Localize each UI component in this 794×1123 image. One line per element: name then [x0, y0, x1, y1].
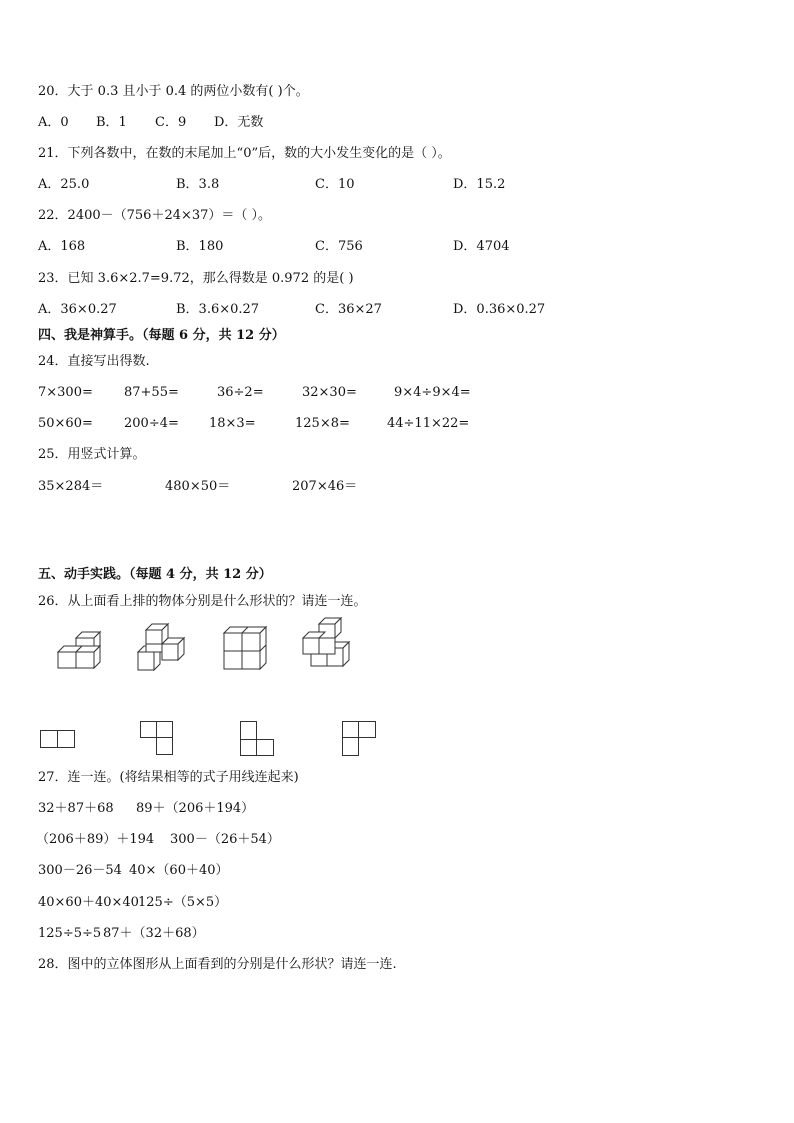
- q28-stem: 28．图中的立体图形从上面看到的分别是什么形状？请连一连.: [38, 957, 397, 972]
- q24-r2-c1: 50×60=: [38, 416, 93, 431]
- q23-stem: 23．已知 3.6×2.7=9.72，那么得数是 0.972 的是( ): [38, 271, 354, 286]
- q23-option-d: D．0.36×0.27: [453, 302, 546, 317]
- q24-stem: 24．直接写出得数.: [38, 354, 150, 369]
- q21-option-b: B．3.8: [176, 177, 220, 192]
- q20-option-c: C．9: [155, 115, 187, 130]
- q22-option-a: A．168: [38, 239, 86, 254]
- q21-option-d: D．15.2: [453, 177, 506, 192]
- q21-option-c: C．10: [315, 177, 355, 192]
- q22-option-d: D．4704: [453, 239, 510, 254]
- q25-stem: 25．用竖式计算。: [38, 447, 146, 462]
- q27-right-4: 125÷（5×5）: [138, 895, 228, 910]
- q20-option-d: D．无数: [214, 115, 264, 130]
- q27-right-2: 300－（26＋54）: [170, 832, 280, 847]
- top-view-shape-2: [140, 721, 176, 757]
- q21-stem: 21．下列各数中，在数的末尾加上“0”后，数的大小发生变化的是（ ）。: [38, 146, 451, 161]
- cube-figure-4: [301, 618, 355, 672]
- q21-option-a: A．25.0: [38, 177, 90, 192]
- q27-right-1: 89＋（206＋194）: [136, 801, 255, 816]
- q25-item-1: 35×284＝: [38, 479, 104, 494]
- q27-left-1: 32＋87＋68: [38, 801, 114, 816]
- q22-option-c: C．756: [315, 239, 363, 254]
- q24-r1-c1: 7×300=: [38, 385, 93, 400]
- q27-left-3: 300－26－54: [38, 863, 122, 878]
- q24-r2-c3: 18×3=: [209, 416, 256, 431]
- q22-option-b: B．180: [176, 239, 224, 254]
- q24-r1-c3: 36÷2=: [217, 385, 264, 400]
- q20-stem: 20．大于 0.3 且小于 0.4 的两位小数有( )个。: [38, 84, 309, 99]
- q27-left-4: 40×60＋40×40: [38, 895, 139, 910]
- cube-figure-1: [56, 632, 106, 674]
- q27-right-3: 40×（60＋40）: [129, 863, 229, 878]
- cube-figure-3: [222, 627, 270, 671]
- cube-figure-2: [136, 624, 190, 674]
- q23-option-a: A．36×0.27: [38, 302, 117, 317]
- top-view-shape-4: [342, 721, 378, 757]
- q27-left-2: （206＋89）＋194: [36, 832, 155, 847]
- q24-r1-c4: 32×30=: [302, 385, 357, 400]
- q24-r2-c4: 125×8=: [295, 416, 350, 431]
- section5-title: 五、动手实践。（每题 4 分，共 12 分）: [38, 567, 272, 582]
- q27-right-5: 87＋（32＋68）: [103, 926, 205, 941]
- section4-title: 四、我是神算手。（每题 6 分，共 12 分）: [38, 328, 285, 343]
- q22-stem: 22．2400－（756＋24×37）＝（ ）。: [38, 208, 272, 223]
- q20-option-a: A．0: [38, 115, 69, 130]
- q25-item-2: 480×50＝: [165, 479, 231, 494]
- q26-stem: 26．从上面看上排的物体分别是什么形状的？请连一连。: [38, 594, 367, 609]
- q27-left-5: 125÷5÷5: [38, 926, 102, 941]
- q24-r1-c5: 9×4÷9×4=: [394, 385, 471, 400]
- q25-item-3: 207×46＝: [292, 479, 358, 494]
- q24-r1-c2: 87+55=: [124, 385, 179, 400]
- top-view-shape-1: [40, 730, 76, 748]
- q27-stem: 27．连一连。(将结果相等的式子用线连起来): [38, 770, 299, 785]
- q23-option-b: B．3.6×0.27: [176, 302, 260, 317]
- q24-r2-c2: 200÷4=: [124, 416, 179, 431]
- q24-r2-c5: 44÷11×22=: [387, 416, 470, 431]
- q23-option-c: C．36×27: [315, 302, 382, 317]
- top-view-shape-3: [240, 721, 276, 757]
- q20-option-b: B．1: [96, 115, 127, 130]
